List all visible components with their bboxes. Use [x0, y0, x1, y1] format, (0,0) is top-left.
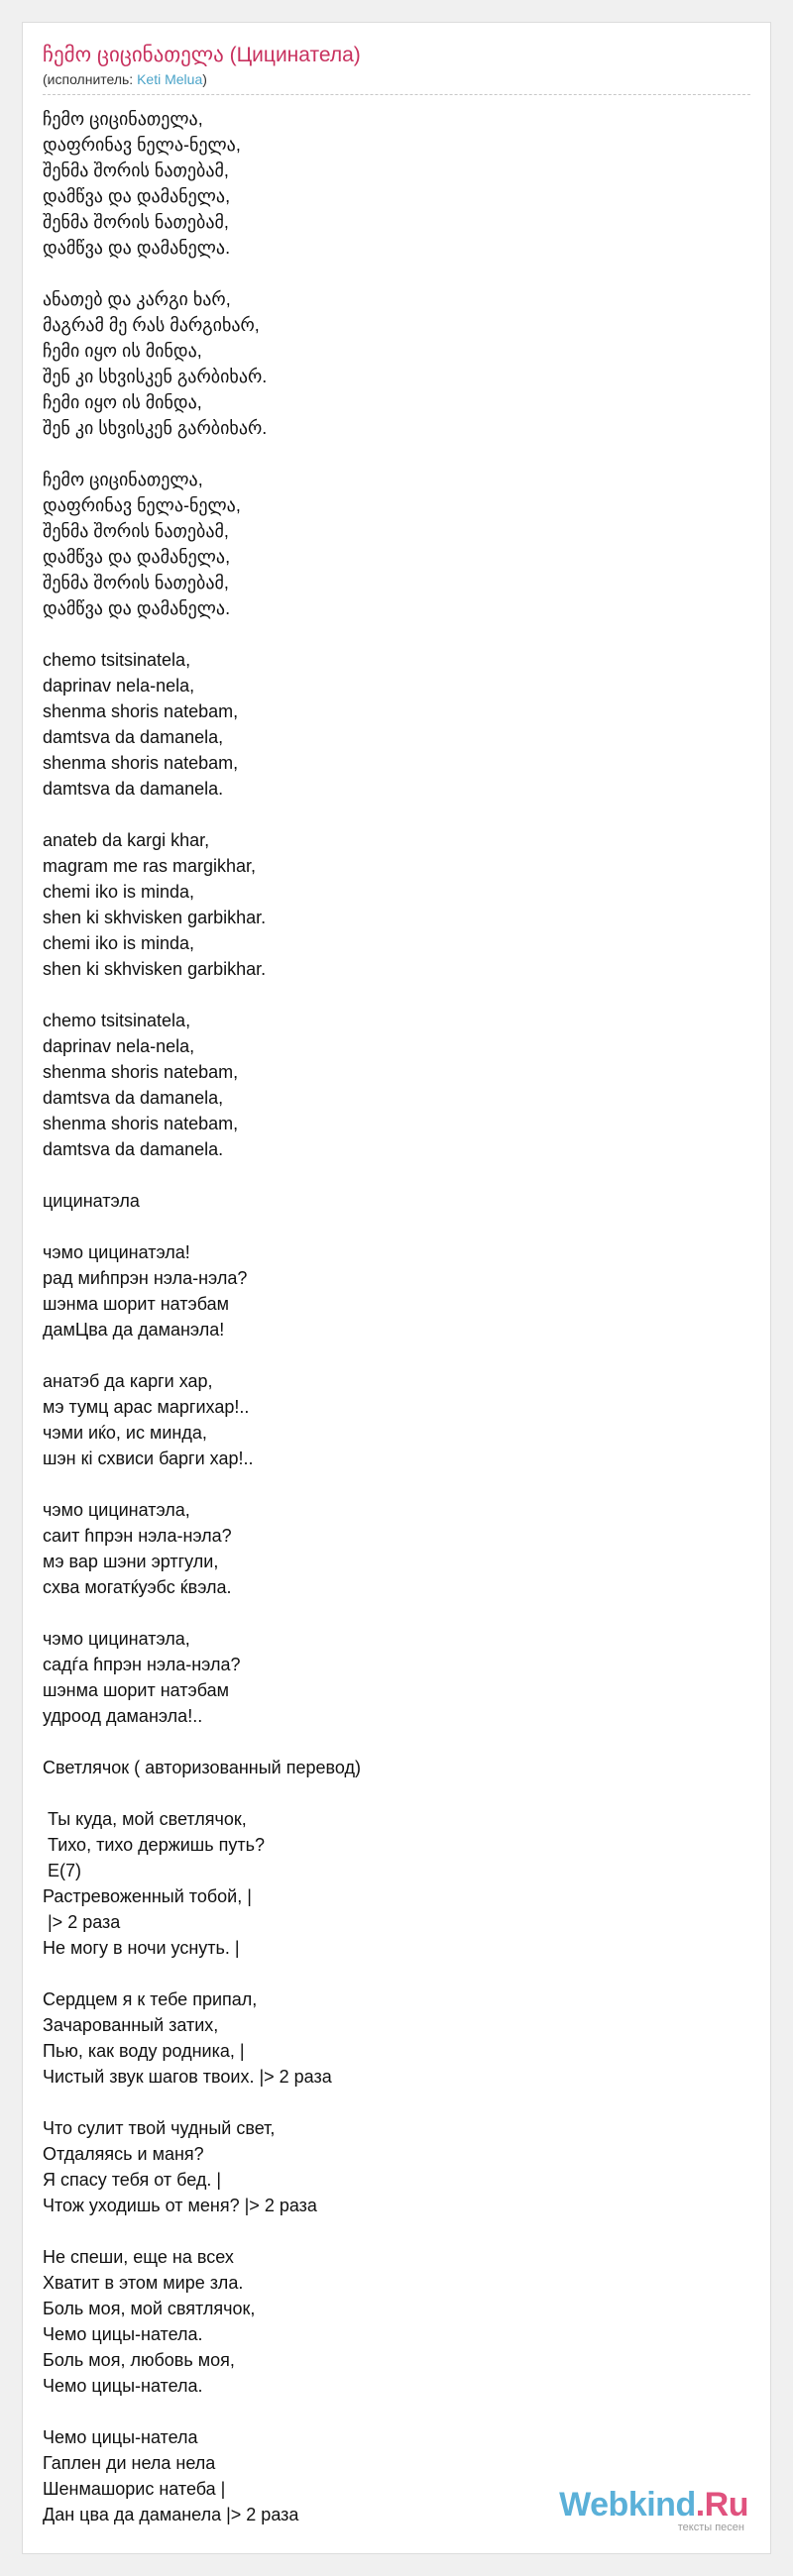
- lyric-line: Растревоженный тобой, |: [43, 1886, 252, 1906]
- lyrics-stanza: [43, 1497, 736, 1600]
- lyrics-stanza: [43, 467, 736, 621]
- lyric-line: დამწვა და დამანელა.: [43, 238, 231, 258]
- lyric-line: shen ki skhvisken garbikhar.: [43, 908, 267, 927]
- logo-domain-text: .Ru: [695, 2486, 748, 2523]
- lyrics-body: [43, 106, 736, 2553]
- lyric-line: shenma shoris natebam,: [43, 1114, 239, 1133]
- lyric-line: დაფრინავ ნელა-ნელა,: [43, 135, 241, 155]
- lyric-line: damtsva da damanela.: [43, 779, 224, 799]
- artist-link[interactable]: Keti Melua: [137, 71, 203, 87]
- lyric-line: |> 2 раза: [43, 1912, 121, 1932]
- lyric-line: Чемо цицы-натела.: [43, 2324, 203, 2344]
- lyric-line: damtsva da damanela,: [43, 1088, 224, 1108]
- lyric-line: дамЦва да даманэла!: [43, 1320, 225, 1340]
- lyric-line: шэнма шорит натэбам: [43, 1294, 229, 1314]
- lyric-line: чэмо цицинатэла,: [43, 1500, 190, 1520]
- lyric-line: Тихо, тихо держишь путь?: [43, 1835, 265, 1855]
- lyric-line: мэ тумц арас маргихар!..: [43, 1397, 250, 1417]
- lyrics-stanza: [43, 2115, 736, 2218]
- lyric-line: Чтож уходишь от меня? |> 2 раза: [43, 2196, 317, 2215]
- lyric-line: მაგრამ მე რას მარგიხარ,: [43, 315, 260, 335]
- lyric-line: Светлячок ( авторизованный перевод): [43, 1758, 361, 1777]
- lyric-line: შენ კი სხვისკენ გარბიხარ.: [43, 367, 268, 386]
- lyrics-stanza: [43, 1626, 736, 1729]
- lyric-line: шэн кі схвиси барги хар!..: [43, 1449, 254, 1468]
- lyric-line: Зачарованный затих,: [43, 2015, 219, 2035]
- page-header: [43, 43, 750, 88]
- lyric-line: shenma shoris natebam,: [43, 1062, 239, 1082]
- logo-subtitle: тексты песен: [677, 2522, 744, 2533]
- lyric-line: შენმა შორის ნათებამ,: [43, 212, 229, 232]
- lyric-line: E(7): [43, 1861, 82, 1880]
- lyrics-stanza: [43, 1806, 736, 1961]
- byline-prefix: (исполнитель:: [43, 71, 138, 87]
- lyrics-stanza: [43, 1008, 736, 1162]
- lyric-line: Боль моя, мой святлячок,: [43, 2299, 256, 2318]
- lyrics-stanza: [43, 647, 736, 802]
- lyric-line: анатэб да карги хар,: [43, 1371, 213, 1391]
- lyric-line: chemi iko is minda,: [43, 933, 195, 953]
- lyric-line: садѓа ɦпрэн нэла-нэла?: [43, 1655, 241, 1674]
- lyric-line: ჩემო ციცინათელა,: [43, 470, 203, 489]
- lyric-line: shen ki skhvisken garbikhar.: [43, 959, 267, 979]
- lyric-line: chemi iko is minda,: [43, 882, 195, 902]
- lyric-line: chemo tsitsinatela,: [43, 650, 191, 670]
- lyric-line: саит ɦпрэн нэла-нэла?: [43, 1526, 232, 1546]
- lyric-line: Чистый звук шагов твоих. |> 2 раза: [43, 2067, 332, 2087]
- lyric-line: შენმა შორის ნათებამ,: [43, 161, 229, 180]
- lyric-line: Ты куда, мой светлячок,: [43, 1809, 247, 1829]
- lyric-line: შენ კი სხვისკენ გარბიხარ.: [43, 418, 268, 438]
- lyrics-stanza: [43, 1188, 736, 1214]
- lyrics-stanza: [43, 286, 736, 441]
- lyric-line: цицинатэла: [43, 1191, 140, 1211]
- lyric-line: დაფრინავ ნელა-ნელა,: [43, 495, 241, 515]
- lyrics-stanza: [43, 1755, 736, 1780]
- lyrics-stanza: [43, 1239, 736, 1342]
- lyrics-stanza: [43, 1368, 736, 1471]
- site-logo[interactable]: [559, 2488, 748, 2533]
- lyrics-stanza: [43, 1986, 736, 2090]
- lyric-line: чэми иќо, ис минда,: [43, 1423, 207, 1443]
- artist-byline: [43, 70, 750, 88]
- logo-main-text: Webkind: [559, 2486, 696, 2523]
- lyric-line: рад миɦпрэн нэла-нэла?: [43, 1268, 248, 1288]
- page-title: ჩემო ციცინათელა (Цицинатела): [43, 44, 361, 66]
- lyric-line: magram me ras margikhar,: [43, 856, 257, 876]
- lyric-line: chemo tsitsinatela,: [43, 1011, 191, 1030]
- lyric-line: ჩემი იყო ის მინდა,: [43, 392, 202, 412]
- lyric-line: схва могатќуэбс ќвэла.: [43, 1577, 232, 1597]
- lyric-line: daprinav nela-nela,: [43, 676, 195, 696]
- header-divider: [43, 94, 750, 95]
- lyric-line: Что сулит твой чудный свет,: [43, 2118, 276, 2138]
- lyric-line: Не могу в ночи уснуть. |: [43, 1938, 240, 1958]
- lyrics-stanza: [43, 2244, 736, 2399]
- lyric-line: შენმა შორის ნათებამ,: [43, 573, 229, 592]
- lyric-line: damtsva da damanela,: [43, 727, 224, 747]
- lyric-line: ჩემო ციცინათელა,: [43, 109, 203, 129]
- lyric-line: мэ вар шэни эртгули,: [43, 1552, 219, 1571]
- byline-suffix: ): [202, 71, 207, 87]
- lyric-line: Я спасу тебя от бед. |: [43, 2170, 222, 2190]
- lyric-line: ანათებ და კარგი ხარ,: [43, 289, 231, 309]
- lyric-line: დამწვა და დამანელა.: [43, 598, 231, 618]
- lyric-line: Чемо цицы-натела.: [43, 2376, 203, 2396]
- lyric-line: Шенмашорис натеба |: [43, 2479, 226, 2499]
- lyric-line: Гаплен ди нела нела: [43, 2453, 216, 2473]
- lyric-line: daprinav nela-nela,: [43, 1036, 195, 1056]
- lyric-line: shenma shoris natebam,: [43, 701, 239, 721]
- lyric-line: anateb da kargi khar,: [43, 830, 210, 850]
- lyric-line: шэнма шорит натэбам: [43, 1680, 229, 1700]
- lyric-line: შენმა შორის ნათებამ,: [43, 521, 229, 541]
- lyric-line: Чемо цицы-натела: [43, 2427, 198, 2447]
- lyric-line: დამწვა და დამანელა,: [43, 547, 231, 567]
- lyric-line: Дан цва да даманела |> 2 раза: [43, 2505, 299, 2524]
- lyric-line: Отдаляясь и маня?: [43, 2144, 204, 2164]
- lyric-line: დამწვა და დამანელა,: [43, 186, 231, 206]
- lyric-line: ჩემი იყო ის მინდა,: [43, 341, 202, 361]
- lyric-line: Пью, как воду родника, |: [43, 2041, 245, 2061]
- lyrics-card: [22, 22, 771, 2554]
- logo-wordmark: [559, 2488, 748, 2522]
- lyric-line: Сердцем я к тебе припал,: [43, 1989, 258, 2009]
- lyric-line: Не спеши, еще на всех: [43, 2247, 234, 2267]
- lyric-line: shenma shoris natebam,: [43, 753, 239, 773]
- lyrics-stanza: [43, 106, 736, 261]
- lyric-line: чэмо цицинатэла,: [43, 1629, 190, 1649]
- lyric-line: damtsva da damanela.: [43, 1139, 224, 1159]
- lyric-line: Хватит в этом мире зла.: [43, 2273, 244, 2293]
- lyrics-stanza: [43, 827, 736, 982]
- lyric-line: чэмо цицинатэла!: [43, 1242, 190, 1262]
- lyric-line: Боль моя, любовь моя,: [43, 2350, 235, 2370]
- lyric-line: удроод даманэла!..: [43, 1706, 203, 1726]
